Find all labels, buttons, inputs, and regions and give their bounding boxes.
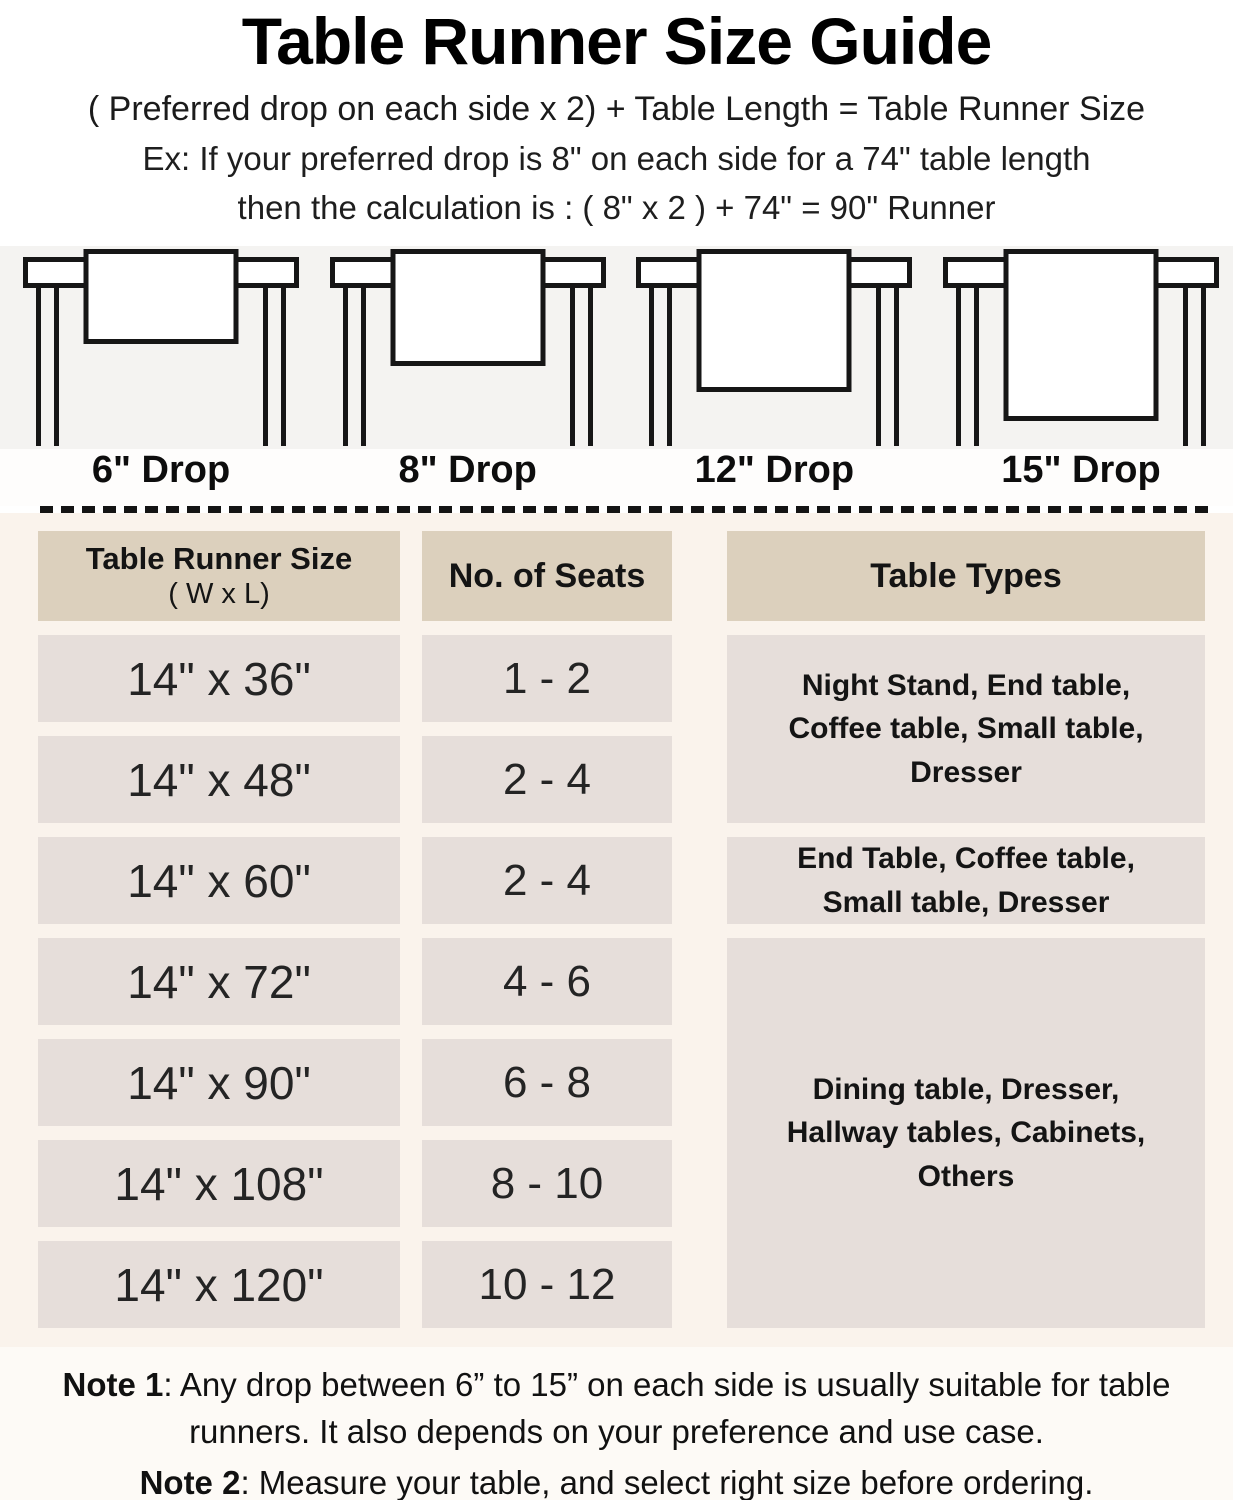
drop-illustrations xyxy=(0,246,1233,449)
runner-size-cell: 14" x 90" xyxy=(38,1039,400,1126)
runner-size-cell: 14" x 108" xyxy=(38,1140,400,1227)
size-table xyxy=(38,531,1233,1328)
table-figure-12-drop xyxy=(636,246,912,449)
seats-cell: 8 - 10 xyxy=(422,1140,672,1227)
seats-cell: 2 - 4 xyxy=(422,736,672,823)
runner-6-drop xyxy=(86,252,236,342)
seats-cell: 2 - 4 xyxy=(422,837,672,924)
page-title: Table Runner Size Guide xyxy=(241,4,992,78)
column-header-table-types: Table Types xyxy=(727,531,1205,621)
runner-size-cell: 14" x 36" xyxy=(38,635,400,722)
seats-cell: 10 - 12 xyxy=(422,1241,672,1328)
seats-cell: 6 - 8 xyxy=(422,1039,672,1126)
notes-section xyxy=(0,1347,1233,1500)
runner-12-drop xyxy=(699,252,849,390)
seats-cell: 4 - 6 xyxy=(422,938,672,1025)
table-types-cell-medium: End Table, Coffee table, Small table, Dresser xyxy=(727,837,1205,924)
column-header-runner-size: Table Runner Size ( W x L) xyxy=(38,531,400,621)
drop-labels-row xyxy=(0,449,1233,506)
drop-label-15: 15" Drop xyxy=(1001,449,1161,491)
seats-cell: 1 - 2 xyxy=(422,635,672,722)
size-table-section xyxy=(0,513,1233,1347)
dashed-divider xyxy=(40,506,1216,513)
drop-label-8: 8" Drop xyxy=(398,449,537,491)
formula-line: ( Preferred drop on each side x 2) + Table Length = Table Runner Size xyxy=(87,89,1146,128)
runner-15-drop xyxy=(1006,252,1156,419)
column-header-seats: No. of Seats xyxy=(422,531,672,621)
drop-label-6: 6" Drop xyxy=(91,449,231,491)
runner-size-cell: 14" x 72" xyxy=(38,938,400,1025)
runner-size-cell: 14" x 60" xyxy=(38,837,400,924)
runner-size-cell: 14" x 48" xyxy=(38,736,400,823)
runner-size-cell: 14" x 120" xyxy=(38,1241,400,1328)
table-figure-6-drop xyxy=(23,246,299,449)
table-figure-15-drop xyxy=(943,246,1219,449)
header-section xyxy=(0,0,1233,246)
note-1: Note 1: Any drop between 6” to 15” on each side is usually suitable for table runners. It also depends on your preference and use case. xyxy=(62,1366,1171,1450)
drop-label-12: 12" Drop xyxy=(694,449,855,491)
table-figure-8-drop xyxy=(330,246,606,449)
example-line-2: then the calculation is : ( 8" x 2 ) + 74" = 90" Runner xyxy=(237,188,996,226)
runner-8-drop xyxy=(393,252,543,364)
table-types-cell-small: Night Stand, End table, Coffee table, Small table, Dresser xyxy=(727,635,1205,823)
note-2: Note 2: Measure your table, and select right size before ordering. xyxy=(139,1463,1094,1500)
example-line-1: Ex: If your preferred drop is 8" on each side for a 74" table length xyxy=(142,139,1091,177)
table-types-cell-large: Dining table, Dresser, Hallway tables, Cabinets, Others xyxy=(727,938,1205,1328)
